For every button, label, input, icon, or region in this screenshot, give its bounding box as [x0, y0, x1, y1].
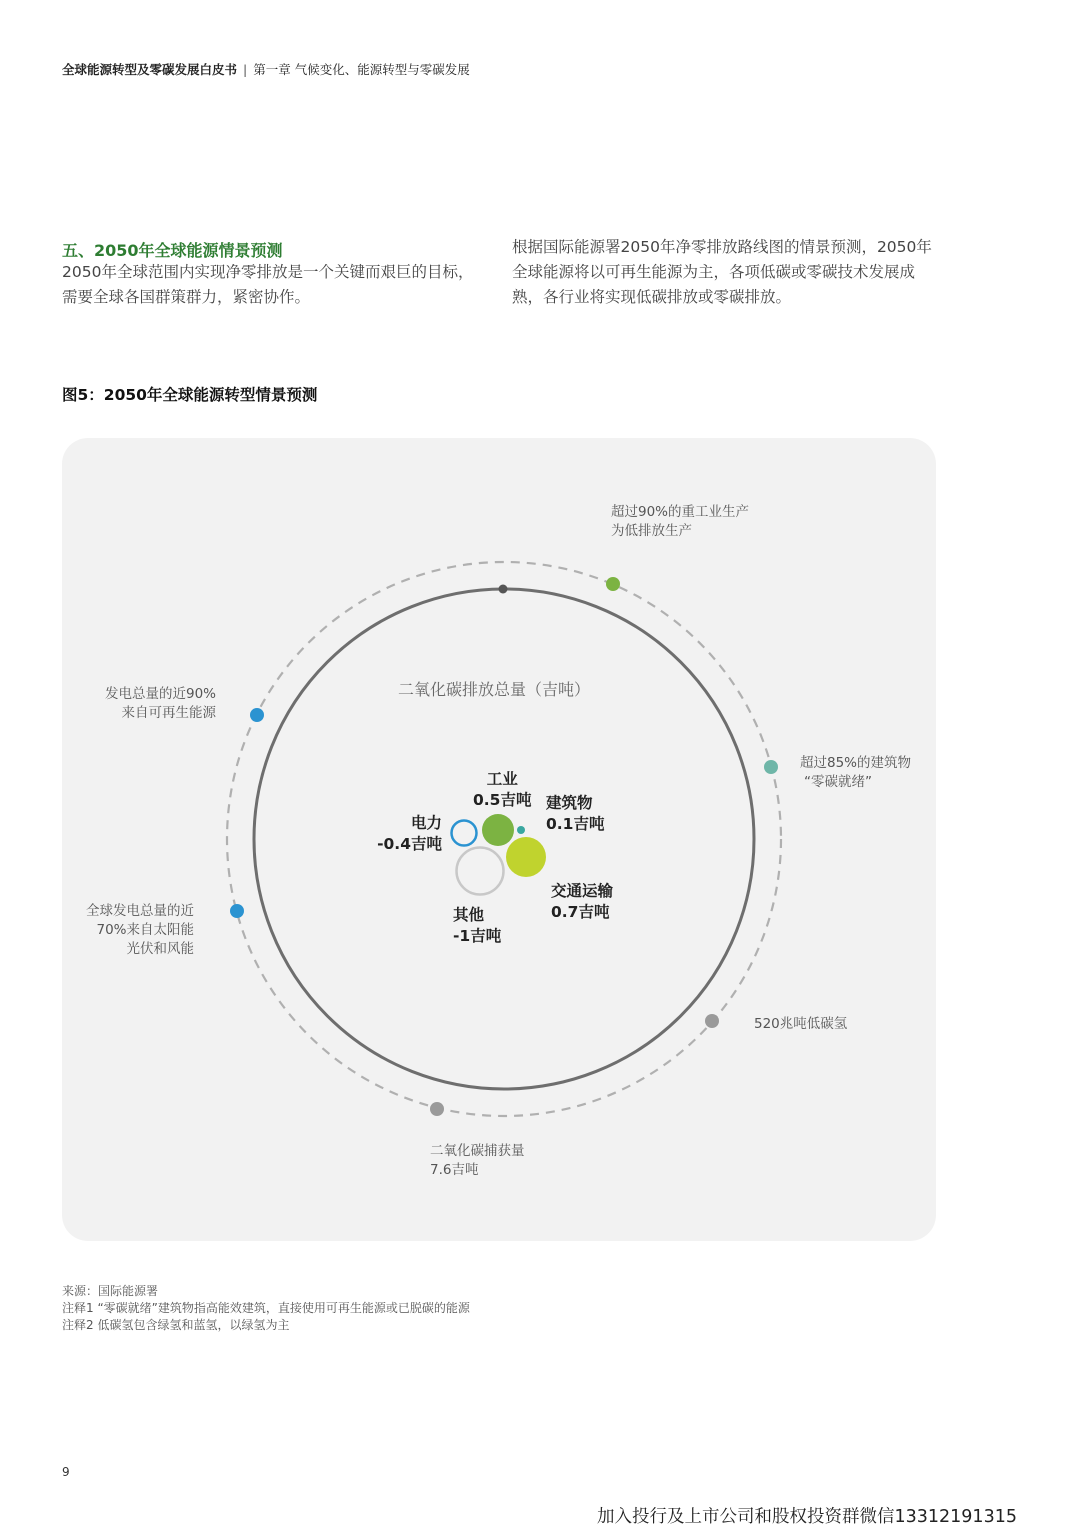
annotation-solar-wind [62, 902, 194, 959]
annotation-line: 7.6吉吨 [430, 1162, 479, 1178]
annotation-line: 发电总量的近90% [104, 686, 216, 702]
sector-power-value: -0.4吉吨 [377, 835, 442, 853]
annotation-line: 为低排放生产 [611, 523, 692, 539]
sector-industry [473, 769, 531, 811]
source-note: 来源：国际能源署 [62, 1284, 159, 1298]
annotation-line: 520兆吨低碳氢 [754, 1016, 848, 1032]
annotation-heavy-industry [611, 503, 749, 541]
header-chapter: 第一章 气候变化、能源转型与零碳发展 [253, 62, 470, 77]
annotation-line: 超过85%的建筑物 [800, 755, 912, 771]
industry-bubble [482, 814, 514, 846]
header-doc-title: 全球能源转型及零碳发展白皮书 [62, 62, 238, 77]
header-separator: | [243, 62, 248, 77]
section-title: 五、2050年全球能源情景预测 [62, 241, 283, 260]
footer-watermark: 加入投行及上市公司和股权投资群微信13312191315 [597, 1507, 1017, 1527]
annotation-hydrogen [754, 1015, 847, 1034]
solar-wind-dot [230, 904, 244, 918]
annotation-line: 来自可再生能源 [121, 705, 216, 721]
annotation-line: 光伏和风能 [126, 941, 194, 957]
note-1: 注释1 “零碳就绪”建筑物指高能效建筑，直接使用可再生能源或已脱碳的能源 [62, 1301, 470, 1315]
sector-transport-name: 交通运输 [551, 882, 614, 900]
annotation-buildings-ready [800, 754, 911, 792]
annotation-renewable [62, 685, 216, 723]
section-left-paragraph: 2050年全球范围内实现净零排放是一个关键而艰巨的目标，需要全球各国群策群力，紧密协作。 [62, 263, 474, 306]
sector-power [376, 813, 442, 855]
note-2: 注释2 低碳氢包含绿氢和蓝氢，以绿氢为主 [62, 1318, 290, 1332]
buildings-ready-dot [764, 760, 778, 774]
annotation-line: 二氧化碳捕获量 [430, 1143, 525, 1159]
sector-transport-value: 0.7吉吨 [551, 903, 610, 921]
page-number: 9 [62, 1465, 70, 1479]
section-right-paragraph: 根据国际能源署2050年净零排放路线图的情景预测，2050年全球能源将以可再生能源为主，各项低碳或零碳技术发展成熟，各行业将实现低碳排放或零碳排放。 [512, 238, 932, 306]
diagram-center-title: 二氧化碳排放总量（吉吨） [398, 680, 591, 699]
figure-notes [62, 1283, 470, 1334]
hydrogen-dot [705, 1014, 719, 1028]
sector-buildings-value: 0.1吉吨 [546, 815, 605, 833]
transport-bubble [506, 837, 546, 877]
sector-other [453, 905, 501, 947]
power-bubble [452, 821, 477, 846]
sector-buildings [546, 793, 604, 835]
annotation-line: 超过90%的重工业生产 [611, 504, 750, 520]
annotation-line: 70%来自太阳能 [96, 922, 194, 938]
buildings-bubble [517, 826, 525, 834]
capture-dot [430, 1102, 444, 1116]
sector-transport [551, 881, 613, 923]
other-bubble [457, 848, 504, 895]
sector-buildings-name: 建筑物 [546, 794, 593, 812]
annotation-line: 全球发电总量的近 [86, 903, 194, 919]
top-marker-dot [499, 585, 508, 594]
sector-industry-value: 0.5吉吨 [473, 791, 532, 809]
annotation-line: “零碳就绪” [804, 774, 872, 790]
sector-power-name: 电力 [410, 814, 442, 832]
renewable-dot [250, 708, 264, 722]
sector-other-value: -1吉吨 [453, 927, 502, 945]
sector-other-name: 其他 [453, 906, 485, 924]
sector-industry-name: 工业 [486, 770, 518, 788]
annotation-capture [430, 1142, 525, 1180]
figure-title: 图5：2050年全球能源转型情景预测 [62, 386, 318, 404]
heavy-industry-dot [606, 577, 620, 591]
